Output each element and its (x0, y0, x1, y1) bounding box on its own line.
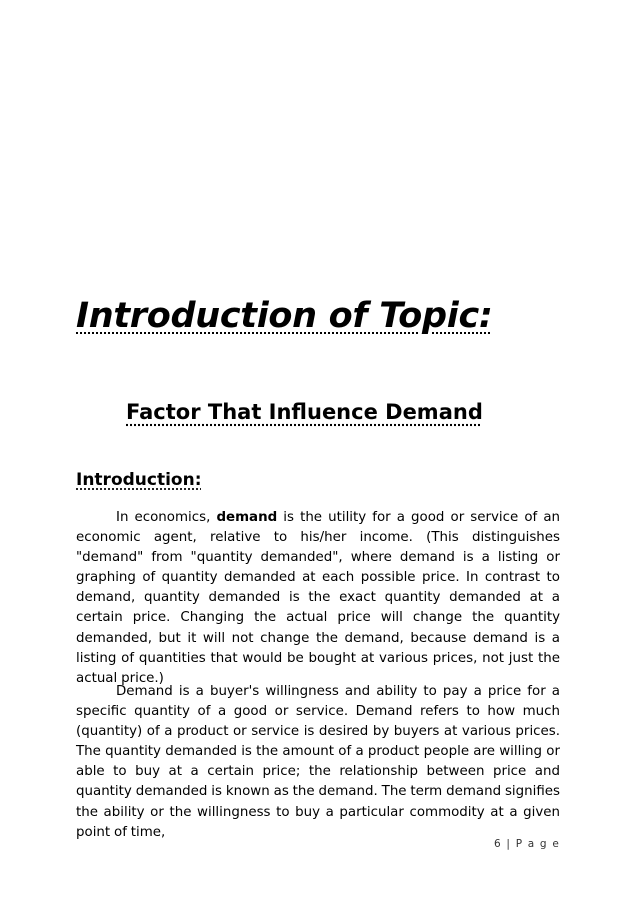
paragraph-1 (76, 508, 560, 689)
paragraph-1-lead: In economics, (116, 510, 217, 525)
page-footer (494, 838, 560, 850)
paragraph-1-rest: is the utility for a good or service of an economic agent, relative to his/her income. (This distinguishes "demand" from "quantity demanded", where demand is a listing or graphing of quantity demanded at each possible price. In contrast to demand, quantity demanded is the exact quantity demanded at a certain price. Changing the actual price will change the quantity demanded, but it will not change the demand, because demand is a listing of quantities that would be bought at various prices, not just the actual price.) (76, 510, 561, 686)
paragraph-2: Demand is a buyer's willingness and ability to pay a price for a specific quantity of a good or service. Demand refers to how much (quantity) of a product or service is desired by buyers at various prices. The quantity demanded is the amount of a product people are willing or able to buy at a certain price; the relationship between price and quantity demanded is known as the demand. The term demand signifies the ability or the willingness to buy a particular commodity at a given point of time, (76, 684, 560, 840)
page-number: 6 (493, 838, 502, 850)
page-label: P a g e (515, 838, 560, 850)
topic-title: Introduction of Topic: (76, 296, 493, 336)
footer-separator: | (501, 838, 516, 850)
subtitle: Factor That Influence Demand (126, 400, 483, 424)
paragraph-1-bold-term: demand (216, 510, 278, 525)
introduction-heading: Introduction: (76, 470, 202, 490)
